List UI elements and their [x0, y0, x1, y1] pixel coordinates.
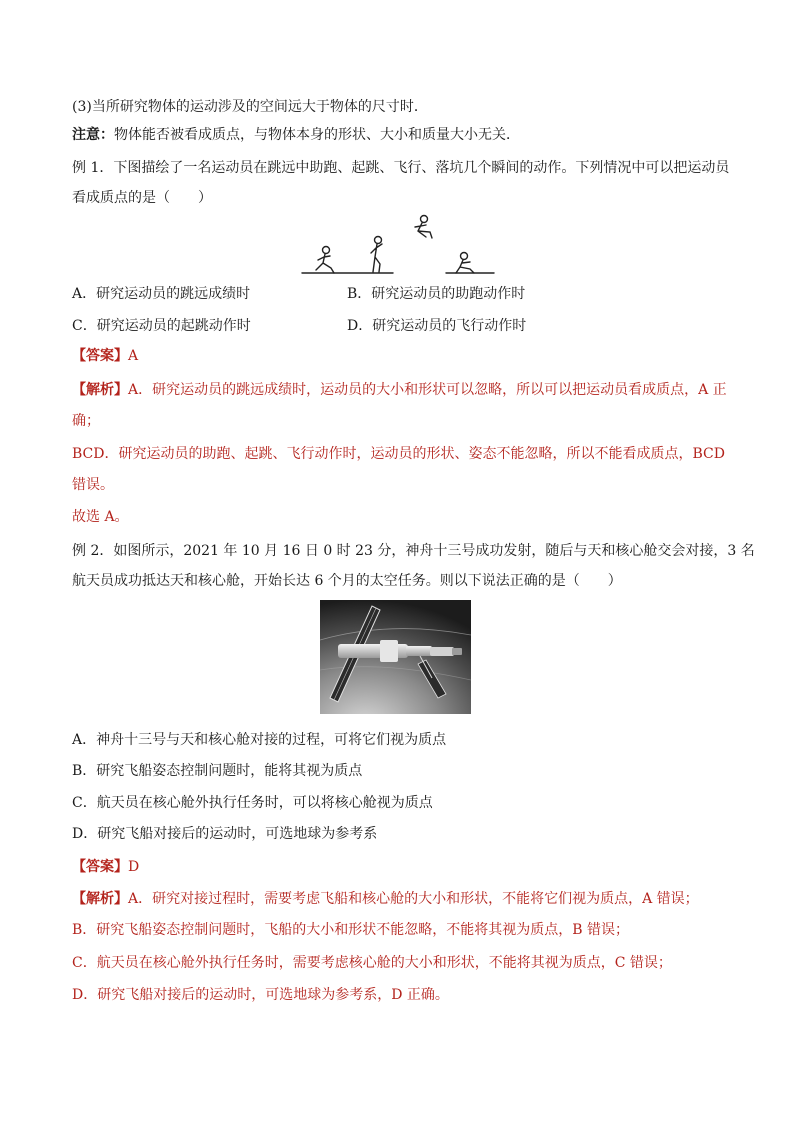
- example1-question-line2: 看成质点的是（ ）: [72, 190, 212, 206]
- answer-value: A: [128, 348, 139, 364]
- note-text: 物体能否被看成质点，与物体本身的形状、大小和质量大小无关．: [114, 127, 520, 143]
- takeoff-figure: [371, 237, 382, 273]
- example2-option-a: A．神舟十三号与天和核心舱对接的过程，可将它们视为质点: [72, 732, 447, 748]
- example1-analysis-line2: 确；: [72, 413, 100, 429]
- example1-option-c: C．研究运动员的起跳动作时: [72, 318, 251, 334]
- landing-figure: [456, 253, 474, 274]
- example1-conclusion: 故选 A。: [72, 509, 129, 525]
- analysis-text: A．研究运动员的跳远成绩时，运动员的大小和形状可以忽略，所以可以把运动员看成质点，A 正: [128, 382, 727, 398]
- example2-option-c: C．航天员在核心舱外执行任务时，可以将核心舱视为质点: [72, 795, 433, 811]
- example2-analysis-line2: B．研究飞船姿态控制问题时，飞船的大小和形状不能忽略，不能将其视为质点，B 错误；: [72, 922, 630, 938]
- example2-option-d: D．研究飞船对接后的运动时，可选地球为参考系: [72, 826, 378, 842]
- answer-value: D: [128, 859, 140, 875]
- space-station-photo: [320, 600, 471, 714]
- example1-option-a: A．研究运动员的跳远成绩时: [72, 286, 251, 302]
- runner-figure: [316, 247, 334, 274]
- example1-analysis-line1: [72, 380, 727, 400]
- example1-option-d: D．研究运动员的飞行动作时: [347, 318, 527, 334]
- note-line: [72, 125, 520, 145]
- example2-analysis-line4: D．研究飞船对接后的运动时，可选地球为参考系，D 正确。: [72, 987, 449, 1003]
- example1-answer: [72, 346, 138, 366]
- example2-question-line1: 例 2．如图所示，2021 年 10 月 16 日 0 时 23 分，神舟十三号成功发射，随后与天和核心舱交会对接，3 名: [72, 543, 755, 559]
- answer-label: 【答案】: [72, 859, 128, 875]
- example2-answer: [72, 857, 139, 877]
- analysis-text: A．研究对接过程时，需要考虑飞船和核心舱的大小和形状，不能将它们视为质点，A 错误；: [128, 891, 699, 907]
- example2-analysis-line3: C．航天员在核心舱外执行任务时，需要考虑核心舱的大小和形状，不能将其视为质点，C 错误；: [72, 955, 672, 971]
- example2-question-line2: 航天员成功抵达天和核心舱，开始长达 6 个月的太空任务。则以下说法正确的是（ ）: [72, 573, 622, 589]
- intro-line: (3)当所研究物体的运动涉及的空间远大于物体的尺寸时．: [72, 99, 428, 115]
- example1-question-line1: 例 1．下图描绘了一名运动员在跳远中助跑、起跳、飞行、落坑几个瞬间的动作。下列情况中可以把运动员: [72, 160, 730, 176]
- note-label: 注意：: [72, 127, 114, 143]
- flight-figure: [415, 216, 432, 239]
- analysis-label: 【解析】: [72, 382, 128, 398]
- long-jump-figure: [298, 212, 498, 278]
- example2-analysis-line1: [72, 889, 699, 909]
- answer-label: 【答案】: [72, 348, 128, 364]
- example1-analysis-line3: BCD．研究运动员的助跑、起跳、飞行动作时，运动员的形状、姿态不能忽略，所以不能看成质点，BCD: [72, 446, 725, 462]
- example1-option-b: B．研究运动员的助跑动作时: [347, 286, 526, 302]
- analysis-label: 【解析】: [72, 891, 128, 907]
- example2-option-b: B．研究飞船姿态控制问题时，能将其视为质点: [72, 763, 363, 779]
- example1-analysis-line4: 错误。: [72, 477, 114, 493]
